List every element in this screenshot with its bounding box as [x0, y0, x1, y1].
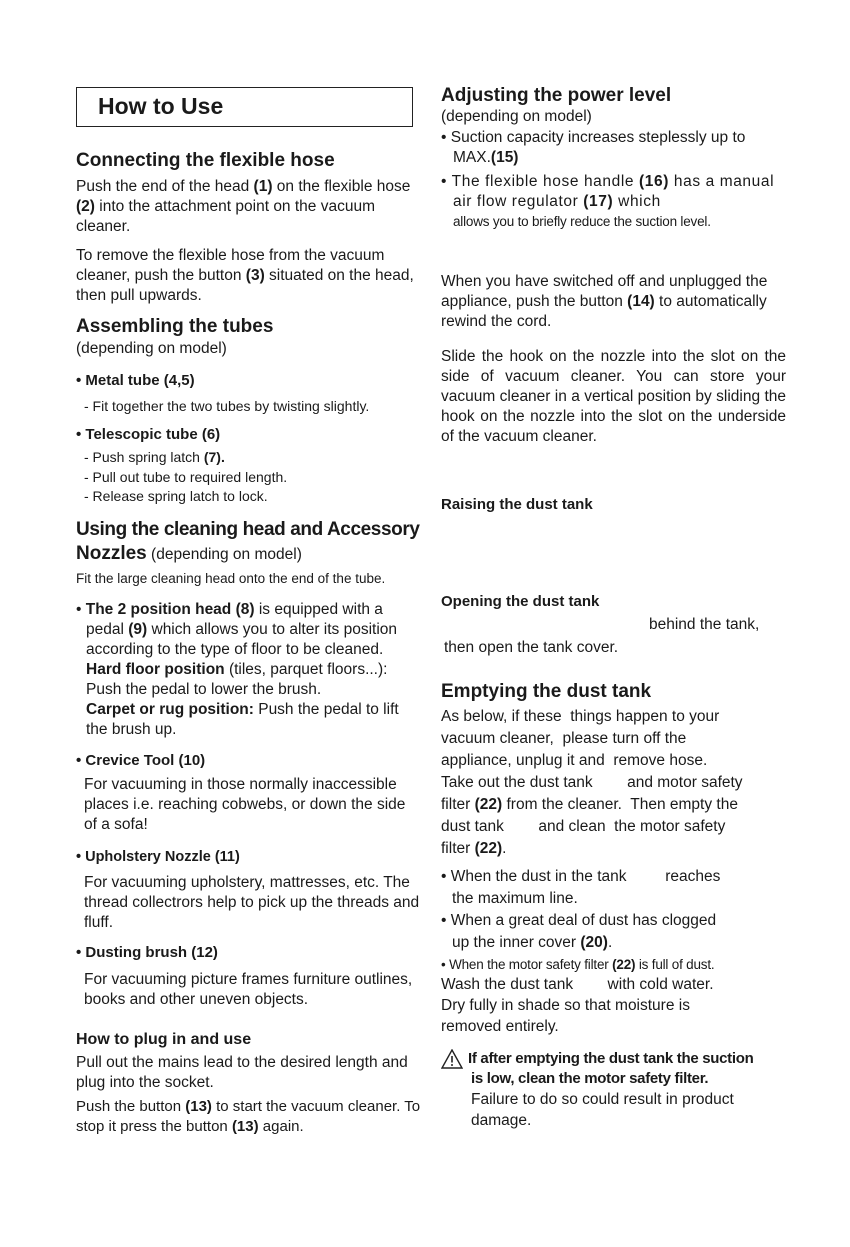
section-title-box — [76, 87, 413, 127]
condition-2-line-2: up the inner cover (20). — [452, 934, 613, 951]
head-heading-line1: Using the cleaning head and Accessory — [76, 519, 420, 540]
emptying-line-7: filter (22). — [441, 840, 507, 857]
warning-bold-line-1: If after emptying the dust tank the suction — [468, 1050, 754, 1067]
warning-bold-line-2: is low, clean the motor safety filter. — [471, 1070, 709, 1087]
warning-icon — [441, 1049, 463, 1069]
warning-text-line-1: Failure to do so could result in product — [471, 1091, 734, 1108]
storage-text: Slide the hook on the nozzle into the slot on the side of vacuum cleaner. You can store your vacuum cleaner in a vertical position by sliding the hook on the nozzle into the slot on the underside of the vacuum cleaner. — [441, 348, 786, 445]
dusting-brush-text: For vacuuming picture frames furniture outlines, books and other uneven objects. — [84, 971, 413, 1008]
opening-tank-heading: Opening the dust tank — [441, 593, 600, 610]
tubes-subtitle: (depending on model) — [76, 340, 227, 357]
wash-line-3: removed entirely. — [441, 1018, 559, 1035]
emptying-line-6: dust tank and clean the motor safety — [441, 818, 726, 835]
plug-paragraph-1: Pull out the mains lead to the desired length and plug into the socket. — [76, 1054, 408, 1091]
telescopic-step-2: - Pull out tube to required length. — [84, 469, 288, 485]
power-bullet-1: • Suction capacity increases steplessly up to MAX.(15) — [441, 129, 746, 166]
metal-tube-label: • Metal tube (4,5) — [76, 372, 195, 389]
carpet-text: Carpet or rug position: Push the pedal to lift the brush up. — [86, 701, 399, 738]
wash-line-2: Dry fully in shade so that moisture is — [441, 997, 690, 1014]
telescopic-step-1: - Push spring latch (7). — [84, 449, 225, 465]
upholstery-nozzle-text: For vacuuming upholstery, mattresses, etc. The thread collectrors help to pick up the threads and fluff. — [84, 874, 420, 931]
dusting-brush-label: • Dusting brush (12) — [76, 944, 218, 961]
telescopic-tube-label: • Telescopic tube (6) — [76, 426, 221, 443]
crevice-tool-text: For vacuuming in those normally inaccessible places i.e. reaching cobwebs, or down the side of a sofa! — [84, 776, 406, 833]
cord-rewind-text: When you have switched off and unplugged the appliance, push the button (14) to automatically rewind the cord. — [441, 273, 768, 330]
raising-tank-heading: Raising the dust tank — [441, 496, 593, 513]
emptying-line-3: appliance, unplug it and remove hose. — [441, 752, 708, 769]
condition-1-line-2: the maximum line. — [452, 890, 578, 907]
power-heading: Adjusting the power level — [441, 85, 672, 106]
condition-1-line-1: • When the dust in the tank reaches — [441, 868, 721, 885]
emptying-tank-heading: Emptying the dust tank — [441, 681, 652, 702]
telescopic-step-3: - Release spring latch to lock. — [84, 488, 268, 504]
tubes-heading: Assembling the tubes — [76, 316, 274, 337]
power-bullet-2-end: allows you to briefly reduce the suction level. — [453, 214, 711, 229]
section-title: How to Use — [98, 93, 224, 119]
hose-heading: Connecting the flexible hose — [76, 150, 335, 171]
wash-line-1: Wash the dust tank with cold water. — [441, 976, 714, 993]
power-bullet-2: • The flexible hose handle (16) has a manual air flow regulator (17) which — [441, 173, 775, 210]
emptying-line-5: filter (22) from the cleaner. Then empty the — [441, 796, 738, 813]
two-position-head-text: • The 2 position head (8) is equipped with a pedal (9) which allows you to alter its position according to the type of floor to be cleaned. — [76, 601, 398, 658]
condition-2-line-1: • When a great deal of dust has clogged — [441, 912, 717, 929]
power-subtitle: (depending on model) — [441, 108, 592, 125]
metal-tube-text: - Fit together the two tubes by twisting slightly. — [84, 398, 370, 414]
plug-paragraph-2: Push the button (13) to start the vacuum cleaner. To stop it press the button (13) again. — [76, 1098, 421, 1135]
crevice-tool-label: • Crevice Tool (10) — [76, 752, 206, 769]
opening-tank-fragment-1: behind the tank, — [649, 616, 760, 633]
upholstery-nozzle-label: • Upholstery Nozzle (11) — [76, 849, 240, 865]
emptying-line-1: As below, if these things happen to your — [441, 708, 720, 725]
opening-tank-fragment-2: then open the tank cover. — [444, 639, 619, 656]
hose-paragraph-1: Push the end of the head (1) on the flexible hose (2) into the attachment point on the vacuum cleaner. — [76, 178, 411, 235]
plug-heading: How to plug in and use — [76, 1031, 252, 1048]
condition-3: • When the motor safety filter (22) is full of dust. — [441, 957, 715, 972]
hose-paragraph-2: To remove the flexible hose from the vacuum cleaner, push the button (3) situated on the head, then pull upwards. — [76, 247, 414, 304]
warning-text-line-2: damage. — [471, 1112, 532, 1129]
head-fit-text: Fit the large cleaning head onto the end of the tube. — [76, 571, 386, 586]
head-heading-line2: Nozzles (depending on model) — [76, 543, 302, 564]
emptying-line-2: vacuum cleaner, please turn off the — [441, 730, 687, 747]
hard-floor-text: Hard floor position (tiles, parquet floors...): Push the pedal to lower the brush. — [86, 661, 388, 698]
emptying-line-4: Take out the dust tank and motor safety — [441, 774, 743, 791]
